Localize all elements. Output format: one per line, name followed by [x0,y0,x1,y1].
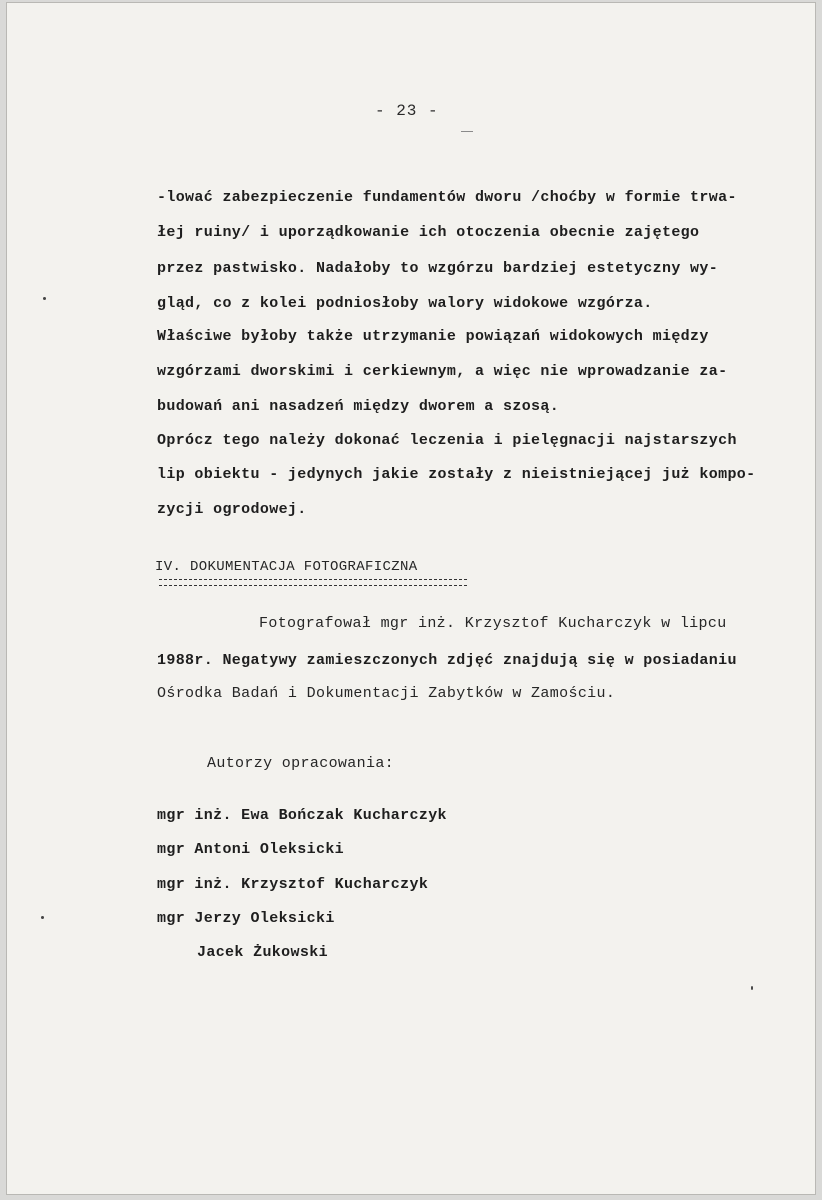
author-entry: mgr inż. Krzysztof Kucharczyk [157,876,429,893]
text-line: wzgórzami dworskimi i cerkiewnym, a więc nie wprowadzanie za- [157,363,728,380]
text-line: gląd, co z kolei podniosłoby walory widokowe wzgórza. [157,295,653,312]
heading-underline [159,579,467,586]
author-entry: mgr inż. Ewa Bończak Kucharczyk [157,807,447,824]
text-line: budowań ani nasadzeń między dworem a szosą. [157,398,560,415]
document-page [6,2,816,1195]
text-line: Właściwe byłoby także utrzymanie powiązań widokowych między [157,328,709,345]
section-heading: IV. DOKUMENTACJA FOTOGRAFICZNA [155,559,418,575]
text-line: lip obiektu - jedynych jakie zostały z nieistniejącej już kompo- [157,466,756,483]
text-line: Ośrodka Badań i Dokumentacji Zabytków w Zamościu. [157,685,616,702]
author-entry: Jacek Żukowski [197,944,328,961]
pencil-mark [461,131,473,132]
page-number: - 23 - [375,102,439,120]
scan-speck [751,986,753,990]
text-line: 1988r. Negatywy zamieszczonych zdjęć znajdują się w posiadaniu [157,652,737,669]
author-entry: mgr Antoni Oleksicki [157,841,345,858]
author-entry: mgr Jerzy Oleksicki [157,910,335,927]
text-line: zycji ogrodowej. [157,501,307,518]
text-line: Oprócz tego należy dokonać leczenia i pielęgnacji najstarszych [157,432,737,449]
text-line: -lować zabezpieczenie fundamentów dworu /choćby w formie trwa- [157,189,737,206]
authors-label: Autorzy opracowania: [207,755,395,772]
text-line: Fotografował mgr inż. Krzysztof Kucharczyk w lipcu [259,615,727,632]
scan-speck [43,297,46,300]
scan-speck [41,916,44,919]
text-line: łej ruiny/ i uporządkowanie ich otoczenia obecnie zajętego [157,224,700,241]
text-line: przez pastwisko. Nadałoby to wzgórzu bardziej estetyczny wy- [157,260,719,277]
